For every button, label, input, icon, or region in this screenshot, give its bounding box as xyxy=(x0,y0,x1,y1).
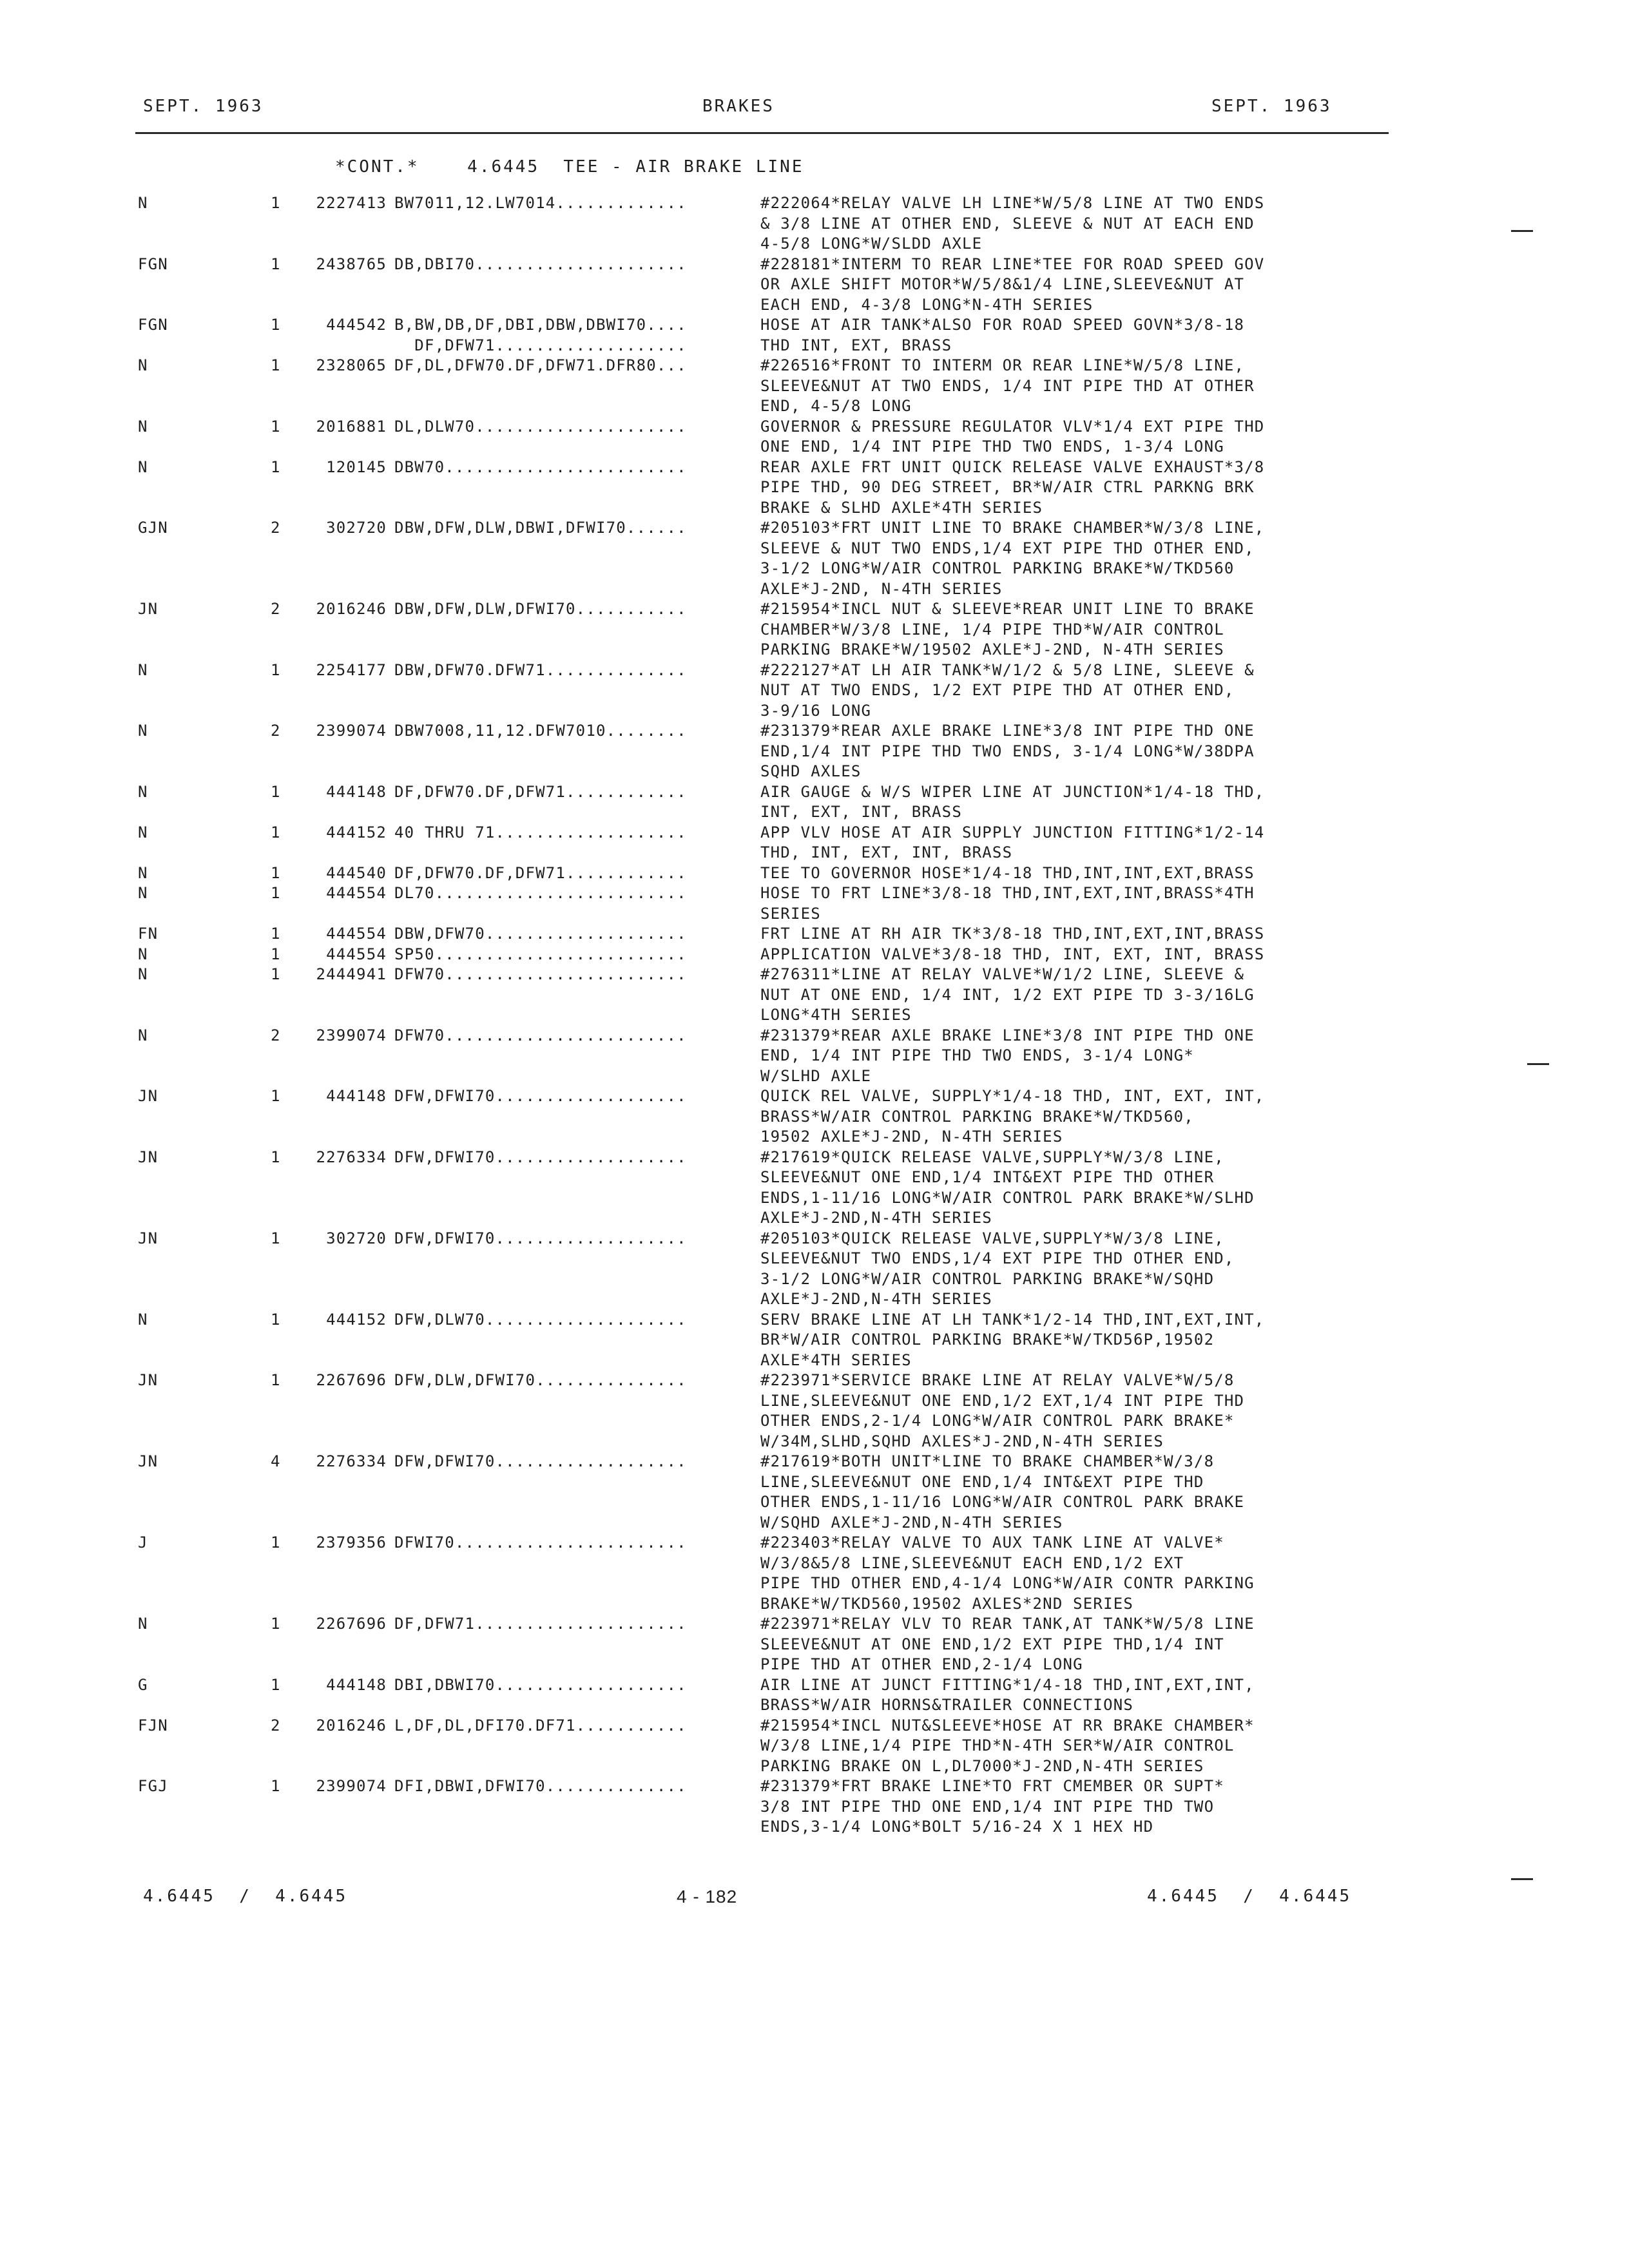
parts-entry xyxy=(0,1614,1629,1675)
entry-qty: 1 xyxy=(271,1148,281,1166)
entry-description: #215954*INCL NUT&SLEEVE*HOSE AT RR BRAKE CHAMBER* W/3/8 LINE,1/4 PIPE THD*N-4TH SER*W/AIR CONTROL PARKING BRAKE ON L,DL7000*J-2ND,N-4TH SERIES xyxy=(760,1716,1255,1775)
entry-part-number: 444148 xyxy=(326,1675,387,1694)
entry-description: SERV BRAKE LINE AT LH TANK*1/2-14 THD,INT,EXT,INT, BR*W/AIR CONTROL PARKING BRAKE*W/TKD56P,19502 AXLE*4TH SERIES xyxy=(760,1310,1265,1369)
parts-entry xyxy=(0,863,1629,884)
entry-models: DF,DFW70.DF,DFW71............ xyxy=(394,863,687,882)
entry-description: HOSE AT AIR TANK*ALSO FOR ROAD SPEED GOVN*3/8-18 THD INT, EXT, BRASS xyxy=(760,316,1245,354)
entry-part-number: 2276334 xyxy=(316,1148,387,1166)
entry-qty: 1 xyxy=(271,823,281,841)
entry-qty: 2 xyxy=(271,722,281,740)
entry-qty: 1 xyxy=(271,316,281,334)
entry-part-number: 444554 xyxy=(326,884,387,902)
entry-part-number: 2016881 xyxy=(316,417,387,436)
entry-description: REAR AXLE FRT UNIT QUICK RELEASE VALVE EXHAUST*3/8 PIPE THD, 90 DEG STREET, BR*W/AIR CTRL PARKNG BRK BRAKE & SLHD AXLE*4TH SERIES xyxy=(760,457,1265,517)
entry-description: HOSE TO FRT LINE*3/8-18 THD,INT,EXT,INT,BRASS*4TH SERIES xyxy=(760,884,1255,923)
entry-qty: 1 xyxy=(271,1777,281,1795)
parts-entry xyxy=(0,1026,1629,1087)
entry-part-number: 444554 xyxy=(326,925,387,943)
entry-description: AIR LINE AT JUNCT FITTING*1/4-18 THD,INT,EXT,INT, BRASS*W/AIR HORNS&TRAILER CONNECTIONS xyxy=(760,1675,1255,1714)
entry-description: #231379*FRT BRAKE LINE*TO FRT CMEMBER OR SUPT* 3/8 INT PIPE THD ONE END,1/4 INT PIPE THD TWO ENDS,3-1/4 LONG*BOLT 5/16-24 X 1 HEX HD xyxy=(760,1777,1224,1836)
entry-code: N xyxy=(138,417,148,436)
parts-entry xyxy=(0,1370,1629,1452)
entry-code: N xyxy=(138,1615,148,1633)
parts-entry xyxy=(0,1086,1629,1148)
section-title: *CONT.* 4.6445 TEE - AIR BRAKE LINE xyxy=(335,157,804,177)
entry-description: QUICK REL VALVE, SUPPLY*1/4-18 THD, INT, EXT, INT, BRASS*W/AIR CONTROL PARKING BRAKE*W/TKD560, 19502 AXLE*J-2ND, N-4TH SERIES xyxy=(760,1087,1265,1146)
entry-code: G xyxy=(138,1675,148,1694)
entry-code: JN xyxy=(138,1148,159,1166)
entry-description: APPLICATION VALVE*3/8-18 THD, INT, EXT, INT, BRASS xyxy=(760,945,1265,963)
parts-entry xyxy=(0,315,1629,356)
margin-mark xyxy=(1527,1063,1549,1065)
entry-models: B,BW,DB,DF,DBI,DBW,DBWI70.... DF,DFW71................... xyxy=(394,316,687,354)
entry-description: #222064*RELAY VALVE LH LINE*W/5/8 LINE AT TWO ENDS & 3/8 LINE AT OTHER END, SLEEVE & NUT AT EACH END 4-5/8 LONG*W/SLDD AXLE xyxy=(760,194,1265,253)
entry-part-number: 444152 xyxy=(326,1310,387,1329)
entry-description: GOVERNOR & PRESSURE REGULATOR VLV*1/4 EXT PIPE THD ONE END, 1/4 INT PIPE THD TWO ENDS, 1-3/4 LONG xyxy=(760,417,1265,456)
header-date-right: SEPT. 1963 xyxy=(1211,97,1332,116)
entry-code: FGJ xyxy=(138,1777,168,1795)
entry-models: DBI,DBWI70................... xyxy=(394,1675,687,1694)
entry-part-number: 2276334 xyxy=(316,1452,387,1470)
entry-models: DFW70........................ xyxy=(394,965,687,983)
entry-qty: 1 xyxy=(271,660,281,679)
entry-models: DFW,DFWI70................... xyxy=(394,1452,687,1470)
entry-models: DF,DFW71..................... xyxy=(394,1615,687,1633)
parts-entry xyxy=(0,518,1629,599)
entry-description: #205103*QUICK RELEASE VALVE,SUPPLY*W/3/8 LINE, SLEEVE&NUT TWO ENDS,1/4 EXT PIPE THD OTHER END, 3-1/2 LONG*W/AIR CONTROL PARKING BRAKE*W/SQHD AXLE*J-2ND,N-4TH SERIES xyxy=(760,1229,1235,1308)
entry-part-number: 2254177 xyxy=(316,660,387,679)
parts-entry xyxy=(0,1229,1629,1310)
entry-models: DFW,DFWI70................... xyxy=(394,1229,687,1247)
entry-models: DF,DL,DFW70.DF,DFW71.DFR80... xyxy=(394,356,687,374)
entry-qty: 1 xyxy=(271,1371,281,1389)
header-date-left: SEPT. 1963 xyxy=(143,97,264,116)
parts-entry xyxy=(0,823,1629,863)
parts-entry xyxy=(0,1310,1629,1371)
entry-models: L,DF,DL,DFI70.DF71........... xyxy=(394,1716,687,1735)
entry-code: FGN xyxy=(138,255,168,273)
parts-entry xyxy=(0,255,1629,316)
entry-qty: 2 xyxy=(271,1716,281,1735)
entry-part-number: 2016246 xyxy=(316,600,387,618)
entry-models: DBW,DFW70.DFW71.............. xyxy=(394,660,687,679)
entry-code: N xyxy=(138,863,148,882)
parts-list xyxy=(0,193,1629,1838)
header-section-name: BRAKES xyxy=(702,97,775,116)
entry-qty: 1 xyxy=(271,863,281,882)
entry-part-number: 2399074 xyxy=(316,1777,387,1795)
margin-mark xyxy=(1511,230,1533,232)
entry-qty: 1 xyxy=(271,457,281,476)
entry-part-number: 120145 xyxy=(326,457,387,476)
entry-models: DF,DFW70.DF,DFW71............ xyxy=(394,782,687,801)
entry-part-number: 444148 xyxy=(326,782,387,801)
parts-entry xyxy=(0,782,1629,823)
entry-part-number: 444542 xyxy=(326,316,387,334)
entry-part-number: 302720 xyxy=(326,519,387,537)
entry-qty: 1 xyxy=(271,925,281,943)
entry-description: #222127*AT LH AIR TANK*W/1/2 & 5/8 LINE, SLEEVE & NUT AT TWO ENDS, 1/2 EXT PIPE THD AT OTHER END, 3-9/16 LONG xyxy=(760,660,1255,720)
entry-code: JN xyxy=(138,1452,159,1470)
entry-qty: 2 xyxy=(271,1026,281,1044)
entry-code: N xyxy=(138,884,148,902)
entry-code: N xyxy=(138,1026,148,1044)
entry-models: DFW70........................ xyxy=(394,1026,687,1044)
entry-part-number: 2399074 xyxy=(316,1026,387,1044)
parts-entry xyxy=(0,721,1629,782)
parts-entry xyxy=(0,356,1629,417)
entry-code: N xyxy=(138,660,148,679)
entry-models: BW7011,12.LW7014............. xyxy=(394,194,687,212)
parts-entry xyxy=(0,1776,1629,1838)
entry-code: N xyxy=(138,965,148,983)
entry-qty: 1 xyxy=(271,945,281,963)
entry-description: #223971*SERVICE BRAKE LINE AT RELAY VALVE*W/5/8 LINE,SLEEVE&NUT ONE END,1/2 EXT,1/4 INT PIPE THD OTHER ENDS,2-1/4 LONG*W/AIR CONTROL PARK BRAKE* W/34M,SLHD,SQHD AXLES*J-2ND,N-4TH SERIES xyxy=(760,1371,1245,1450)
entry-models: DBW,DFW,DLW,DBWI,DFWI70...... xyxy=(394,519,687,537)
entry-qty: 1 xyxy=(271,1310,281,1329)
entry-models: DBW,DFW,DLW,DFWI70........... xyxy=(394,600,687,618)
entry-qty: 1 xyxy=(271,1087,281,1105)
entry-description: APP VLV HOSE AT AIR SUPPLY JUNCTION FITTING*1/2-14 THD, INT, EXT, INT, BRASS xyxy=(760,823,1265,861)
entry-code: J xyxy=(138,1533,148,1552)
entry-description: TEE TO GOVERNOR HOSE*1/4-18 THD,INT,INT,EXT,BRASS xyxy=(760,863,1255,882)
entry-models: DFW,DLW,DFWI70............... xyxy=(394,1371,687,1389)
parts-entry xyxy=(0,599,1629,660)
entry-qty: 4 xyxy=(271,1452,281,1470)
entry-part-number: 2399074 xyxy=(316,722,387,740)
entry-qty: 2 xyxy=(271,600,281,618)
parts-entry xyxy=(0,457,1629,519)
entry-qty: 2 xyxy=(271,519,281,537)
entry-description: #223971*RELAY VLV TO REAR TANK,AT TANK*W/5/8 LINE SLEEVE&NUT AT ONE END,1/2 EXT PIPE THD,1/4 INT PIPE THD AT OTHER END,2-1/4 LONG xyxy=(760,1615,1255,1673)
entry-models: DFWI70....................... xyxy=(394,1533,687,1552)
footer-index-right: 4.6445 / 4.6445 xyxy=(1147,1887,1352,1906)
entry-code: FN xyxy=(138,925,159,943)
entry-description: #276311*LINE AT RELAY VALVE*W/1/2 LINE, SLEEVE & NUT AT ONE END, 1/4 INT, 1/2 EXT PIPE TD 3-3/16LG LONG*4TH SERIES xyxy=(760,965,1255,1024)
entry-code: JN xyxy=(138,600,159,618)
entry-models: SP50......................... xyxy=(394,945,687,963)
entry-models: DL70......................... xyxy=(394,884,687,902)
parts-entry xyxy=(0,945,1629,965)
entry-code: FGN xyxy=(138,316,168,334)
entry-qty: 1 xyxy=(271,417,281,436)
entry-description: AIR GAUGE & W/S WIPER LINE AT JUNCTION*1/4-18 THD, INT, EXT, INT, BRASS xyxy=(760,782,1265,821)
entry-models: DL,DLW70..................... xyxy=(394,417,687,436)
parts-entry xyxy=(0,193,1629,255)
entry-models: DFW,DLW70.................... xyxy=(394,1310,687,1329)
parts-entry xyxy=(0,1675,1629,1716)
entry-description: #215954*INCL NUT & SLEEVE*REAR UNIT LINE TO BRAKE CHAMBER*W/3/8 LINE, 1/4 PIPE THD*W/AIR CONTROL PARKING BRAKE*W/19502 AXLE*J-2ND, N-4TH SERIES xyxy=(760,600,1255,658)
entry-code: N xyxy=(138,945,148,963)
entry-code: FJN xyxy=(138,1716,168,1735)
entry-part-number: 444152 xyxy=(326,823,387,841)
entry-code: N xyxy=(138,823,148,841)
parts-entry xyxy=(0,883,1629,924)
margin-mark xyxy=(1511,1878,1533,1880)
entry-description: #231379*REAR AXLE BRAKE LINE*3/8 INT PIPE THD ONE END, 1/4 INT PIPE THD TWO ENDS, 3-1/4 LONG* W/SLHD AXLE xyxy=(760,1026,1255,1085)
parts-entry xyxy=(0,924,1629,945)
entry-qty: 1 xyxy=(271,356,281,374)
entry-code: JN xyxy=(138,1229,159,1247)
parts-entry xyxy=(0,1716,1629,1777)
entry-part-number: 2444941 xyxy=(316,965,387,983)
entry-qty: 1 xyxy=(271,1675,281,1694)
entry-qty: 1 xyxy=(271,1229,281,1247)
entry-description: #228181*INTERM TO REAR LINE*TEE FOR ROAD SPEED GOV OR AXLE SHIFT MOTOR*W/5/8&1/4 LINE,SLEEVE&NUT AT EACH END, 4-3/8 LONG*N-4TH SERIES xyxy=(760,255,1265,314)
entry-part-number: 2016246 xyxy=(316,1716,387,1735)
entry-qty: 1 xyxy=(271,194,281,212)
entry-part-number: 2379356 xyxy=(316,1533,387,1552)
parts-entry xyxy=(0,1533,1629,1614)
entry-code: N xyxy=(138,457,148,476)
entry-part-number: 2328065 xyxy=(316,356,387,374)
entry-part-number: 444540 xyxy=(326,863,387,882)
entry-code: GJN xyxy=(138,519,168,537)
entry-models: DFW,DFWI70................... xyxy=(394,1087,687,1105)
entry-code: JN xyxy=(138,1087,159,1105)
entry-models: DBW70........................ xyxy=(394,457,687,476)
entry-description: #217619*BOTH UNIT*LINE TO BRAKE CHAMBER*W/3/8 LINE,SLEEVE&NUT ONE END,1/4 INT&EXT PIPE THD OTHER ENDS,1-11/16 LONG*W/AIR CONTROL PARK BRAKE W/SQHD AXLE*J-2ND,N-4TH SERIES xyxy=(760,1452,1245,1532)
entry-code: N xyxy=(138,782,148,801)
entry-part-number: 2267696 xyxy=(316,1615,387,1633)
entry-part-number: 444554 xyxy=(326,945,387,963)
entry-models: 40 THRU 71................... xyxy=(394,823,687,841)
entry-code: N xyxy=(138,194,148,212)
entry-part-number: 2227413 xyxy=(316,194,387,212)
entry-models: DBW7008,11,12.DFW7010........ xyxy=(394,722,687,740)
entry-models: DFI,DBWI,DFWI70.............. xyxy=(394,1777,687,1795)
entry-qty: 1 xyxy=(271,782,281,801)
entry-code: N xyxy=(138,1310,148,1329)
entry-description: #223403*RELAY VALVE TO AUX TANK LINE AT VALVE* W/3/8&5/8 LINE,SLEEVE&NUT EACH END,1/2 EXT PIPE THD OTHER END,4-1/4 LONG*W/AIR CONTR PARKING BRAKE*W/TKD560,19502 AXLES*2ND SERIES xyxy=(760,1533,1255,1613)
entry-description: #231379*REAR AXLE BRAKE LINE*3/8 INT PIPE THD ONE END,1/4 INT PIPE THD TWO ENDS, 3-1/4 LONG*W/38DPA SQHD AXLES xyxy=(760,722,1255,780)
entry-models: DB,DBI70..................... xyxy=(394,255,687,273)
parts-entry xyxy=(0,965,1629,1026)
entry-qty: 1 xyxy=(271,1533,281,1552)
parts-entry xyxy=(0,1452,1629,1533)
entry-code: N xyxy=(138,356,148,374)
entry-description: FRT LINE AT RH AIR TK*3/8-18 THD,INT,EXT,INT,BRASS xyxy=(760,925,1265,943)
header-rule xyxy=(135,132,1389,134)
parts-entry xyxy=(0,417,1629,457)
entry-qty: 1 xyxy=(271,965,281,983)
entry-code: JN xyxy=(138,1371,159,1389)
entry-models: DBW,DFW70.................... xyxy=(394,925,687,943)
entry-description: #217619*QUICK RELEASE VALVE,SUPPLY*W/3/8 LINE, SLEEVE&NUT ONE END,1/4 INT&EXT PIPE THD OTHER ENDS,1-11/16 LONG*W/AIR CONTROL PARK BRAKE*W/SLHD AXLE*J-2ND,N-4TH SERIES xyxy=(760,1148,1255,1227)
page-number: 4 - 182 xyxy=(677,1887,738,1907)
entry-part-number: 302720 xyxy=(326,1229,387,1247)
entry-part-number: 2438765 xyxy=(316,255,387,273)
entry-qty: 1 xyxy=(271,255,281,273)
footer-index-left: 4.6445 / 4.6445 xyxy=(143,1887,348,1906)
entry-description: #226516*FRONT TO INTERM OR REAR LINE*W/5/8 LINE, SLEEVE&NUT AT TWO ENDS, 1/4 INT PIPE THD AT OTHER END, 4-5/8 LONG xyxy=(760,356,1255,415)
entry-part-number: 2267696 xyxy=(316,1371,387,1389)
entry-part-number: 444148 xyxy=(326,1087,387,1105)
entry-qty: 1 xyxy=(271,1615,281,1633)
entry-description: #205103*FRT UNIT LINE TO BRAKE CHAMBER*W/3/8 LINE, SLEEVE & NUT TWO ENDS,1/4 EXT PIPE THD OTHER END, 3-1/2 LONG*W/AIR CONTROL PARKING BRAKE*W/TKD560 AXLE*J-2ND, N-4TH SERIES xyxy=(760,519,1265,598)
entry-code: N xyxy=(138,722,148,740)
parts-entry xyxy=(0,660,1629,722)
entry-models: DFW,DFWI70................... xyxy=(394,1148,687,1166)
parts-entry xyxy=(0,1148,1629,1229)
entry-qty: 1 xyxy=(271,884,281,902)
